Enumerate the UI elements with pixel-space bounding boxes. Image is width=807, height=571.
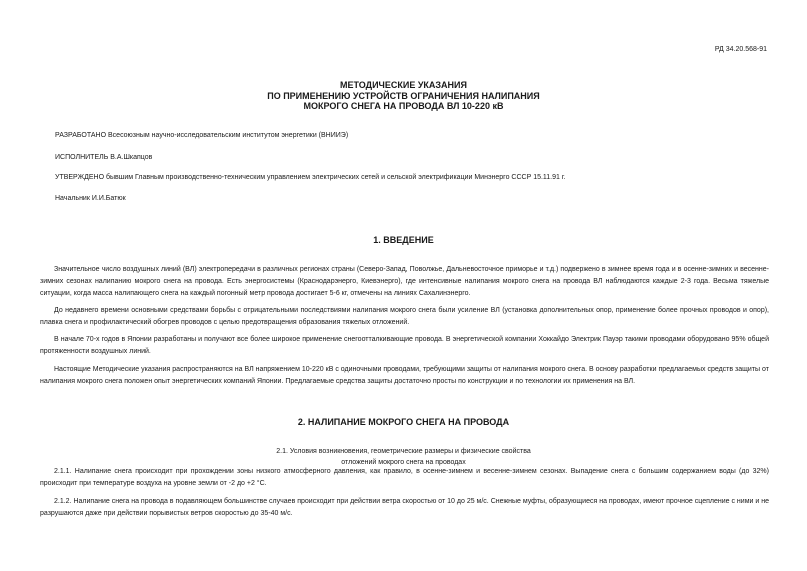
subheading-line-2: отложений мокрого снега на проводах (341, 458, 466, 466)
section-1-paragraph-2: До недавнего времени основными средствами борьбы с отрицательными последствиями налипания мокрого снега были усиление ВЛ (установка дополнительных опор, применение более прочных проводов и опор), плавка снега и профилактический обогрев проводов с целью предотвращения образования тяжелых отложений. (40, 307, 769, 327)
head-signature: Начальник И.И.Батюк (55, 195, 126, 202)
developed-by: РАЗРАБОТАНО Всесоюзным научно-исследовательским институтом энергетики (ВНИИЭ) (55, 132, 349, 139)
approved-by: УТВЕРЖДЕНО бывшим Главным производственно-техническим управлением электрических сетей и сельской электрификации Минэнерго СССР 15.11.91 г. (55, 174, 566, 181)
title-line-3: МОКРОГО СНЕГА НА ПРОВОДА ВЛ 10-220 кВ (303, 101, 504, 111)
section-2-paragraph-1: 2.1.1. Налипание снега происходит при прохождении зоны низкого атмосферного давления, как правило, в осенне-зимнем и весенне-зимнем сезонах. Выпадение снега с большим содержанием воды (до 32%) происходит при температуре воздуха на уровне земли от -2 до +2 °С. (40, 468, 769, 488)
document-title (0, 80, 807, 112)
title-line-1: МЕТОДИЧЕСКИЕ УКАЗАНИЯ (340, 80, 467, 90)
executor: ИСПОЛНИТЕЛЬ В.А.Шкапцов (55, 154, 153, 161)
section-1-paragraph-4: Настоящие Методические указания распространяются на ВЛ напряжением 10-220 кВ с одиночными проводами, требующими защиты от налипания мокрого снега. В основу разработки предлагаемых средств защиты от налипания мокрого снега положен опыт энергетических компаний Японии. Предлагаемые средства защиты достаточно просты по конструкции и по технологии их применения на ВЛ. (40, 366, 769, 386)
section-1-heading: 1. ВВЕДЕНИЕ (373, 235, 434, 245)
section-2-subheading (0, 447, 807, 468)
section-1-paragraph-3: В начале 70-х годов в Японии разработаны и получают все более широкое применение снегоотталкивающие провода. В энергетической компании Хоккайдо Электрик Пауэр такими проводами оборудовано 95% общей протяженности воздушных линий. (40, 336, 769, 356)
title-line-2: ПО ПРИМЕНЕНИЮ УСТРОЙСТВ ОГРАНИЧЕНИЯ НАЛИПАНИЯ (267, 90, 540, 101)
subheading-line-1: 2.1. Условия возникновения, геометрические размеры и физические свойства (276, 448, 531, 455)
document-number: РД 34.20.568-91 (714, 46, 767, 53)
section-1-paragraph-1: Значительное число воздушных линий (ВЛ) электропередачи в различных регионах страны (Северо-Запад, Поволжье, Дальневосточное приморье и т.д.) подвержено в зимнее время года и в осенне-зимних и весенне-зимних сезонах налипанию мокрого снега на провода. Есть энергосистемы (Краснодарэнерго, Киевэнерго), где интенсивные налипания мокрого снега на провода ВЛ наблюдаются каждые 2-3 года. Весьма тяжелые ситуации, когда масса налипающего снега на каждый погонный метр провода достигает 5-6 кг, отмечены на линиях Сахалинэнерго. (40, 266, 769, 298)
section-2-heading: 2. НАЛИПАНИЕ МОКРОГО СНЕГА НА ПРОВОДА (297, 417, 510, 427)
section-2-paragraph-2: 2.1.2. Налипание снега на провода в подавляющем большинстве случаев происходит при действии ветра скоростью от 10 до 25 м/с. Снежные муфты, образующиеся на проводах, имеют прочное сцепление с ними и не разрушаются даже при действии порывистых ветров скоростью до 35-40 м/с. (40, 498, 769, 518)
